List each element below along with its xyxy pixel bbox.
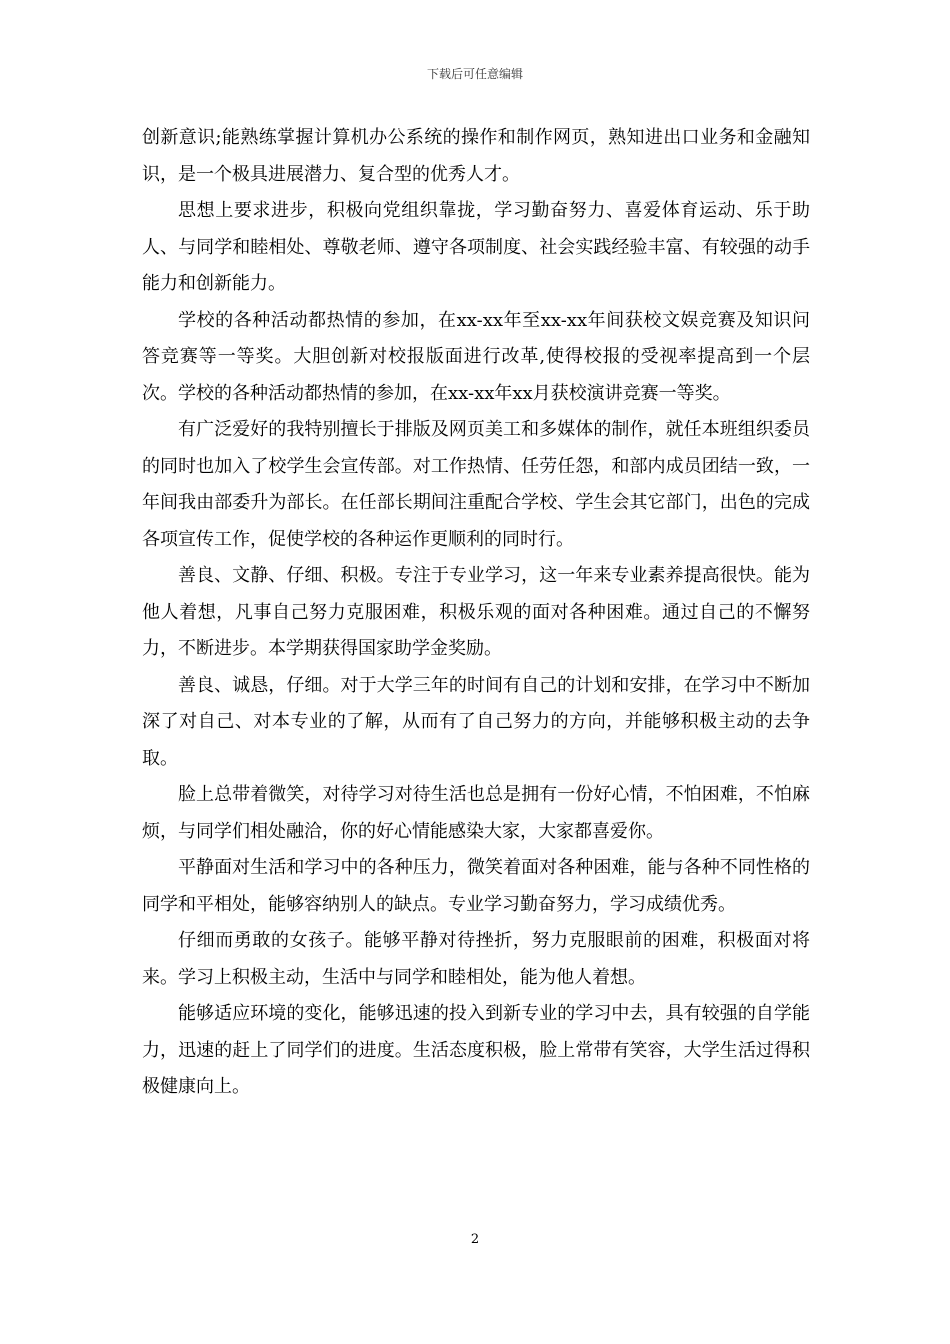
paragraph-3: 学校的各种活动都热情的参加，在xx-xx年至xx-xx年间获校文娱竞赛及知识问答竞赛等一等奖。大胆创新对校报版面进行改革,使得校报的受视率提高到一个层次。学校的各种活动都热情的参加，在xx-xx年xx月获校演讲竞赛一等奖。 [142, 309, 810, 404]
paragraph-9: 仔细而勇敢的女孩子。能够平静对待挫折，努力克服眼前的困难，积极面对将来。学习上积极主动，生活中与同学和睦相处，能为他人着想。 [142, 930, 810, 988]
paragraph-1: 创新意识;能熟练掌握计算机办公系统的操作和制作网页，熟知进出口业务和金融知识，是一个极具进展潜力、复合型的优秀人才。 [142, 127, 810, 185]
paragraph-4: 有广泛爱好的我特别擅长于排版及网页美工和多媒体的制作，就任本班组织委员的同时也加入了校学生会宣传部。对工作热情、任劳任怨，和部内成员团结一致，一年间我由部委升为部长。在任部长期间注重配合学校、学生会其它部门，出色的完成各项宣传工作，促使学校的各种运作更顺利的同时行。 [142, 419, 810, 550]
paragraph-8: 平静面对生活和学习中的各种压力，微笑着面对各种困难，能与各种不同性格的同学和平相处，能够容纳别人的缺点。专业学习勤奋努力，学习成绩优秀。 [142, 857, 810, 915]
page-number: 2 [470, 1232, 480, 1247]
page-header: 下载后可任意编辑 [426, 67, 523, 81]
paragraph-5: 善良、文静、仔细、积极。专注于专业学习，这一年来专业素养提高很快。能为他人着想，凡事自己努力克服困难，积极乐观的面对各种困难。通过自己的不懈努力，不断进步。本学期获得国家助学金奖励。 [142, 565, 810, 659]
paragraph-10: 能够适应环境的变化，能够迅速的投入到新专业的学习中去，具有较强的自学能力，迅速的赶上了同学们的进度。生活态度积极，脸上常带有笑容，大学生活过得积极健康向上。 [142, 1003, 810, 1097]
paragraph-7: 脸上总带着微笑，对待学习对待生活也总是拥有一份好心情，不怕困难，不怕麻烦，与同学们相处融洽，你的好心情能感染大家，大家都喜爱你。 [142, 784, 810, 842]
paragraph-6: 善良、诚恳，仔细。对于大学三年的时间有自己的计划和安排，在学习中不断加深了对自己、对本专业的了解，从而有了自己努力的方向，并能够积极主动的去争取。 [142, 674, 810, 769]
paragraph-2: 思想上要求进步，积极向党组织靠拢，学习勤奋努力、喜爱体育运动、乐于助人、与同学和睦相处、尊敬老师、遵守各项制度、社会实践经验丰富、有较强的动手能力和创新能力。 [142, 200, 810, 294]
document-body [142, 120, 810, 1106]
